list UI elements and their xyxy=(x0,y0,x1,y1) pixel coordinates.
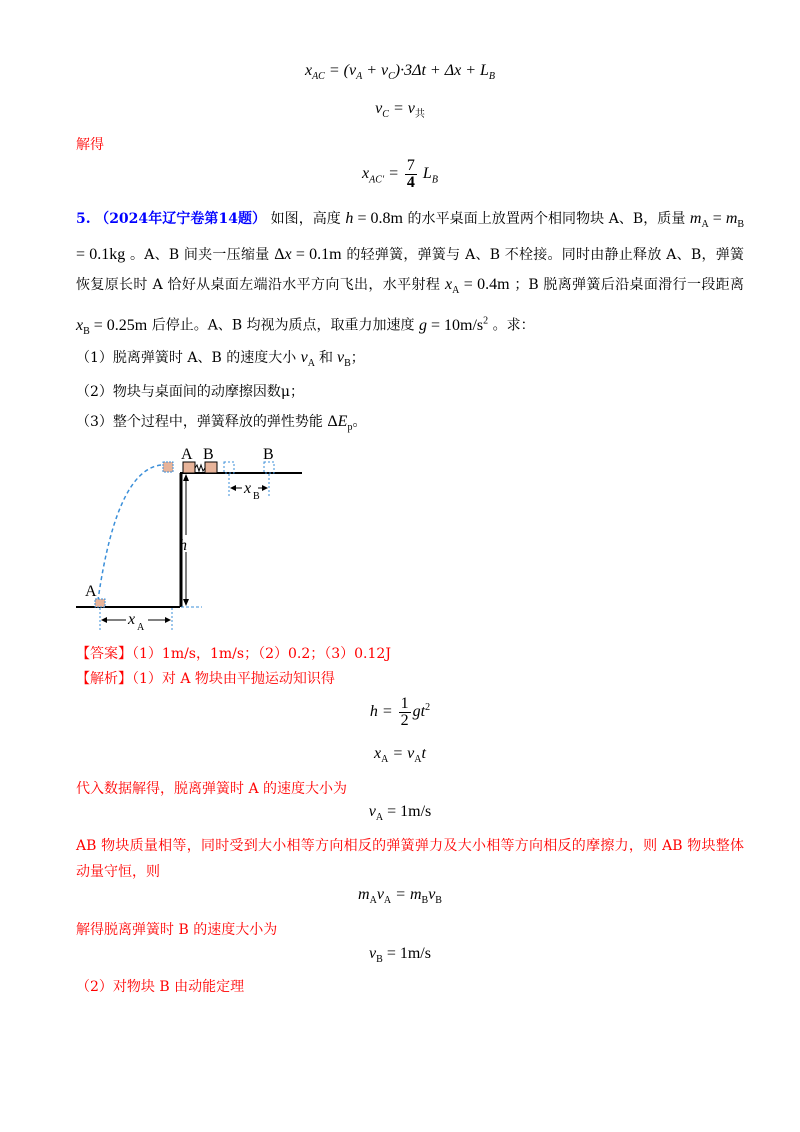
physics-diagram xyxy=(68,440,308,640)
question-1 xyxy=(76,347,365,369)
equation-va: $v_A = 1m/s$ xyxy=(368,803,432,824)
block-b-final xyxy=(264,462,274,473)
equation-vc: $v_C = v_共$ xyxy=(375,100,425,121)
spring xyxy=(195,465,205,471)
mass-value: $m_A = m_B = 0.1kg$ xyxy=(76,210,745,264)
problem-text-5: ；B 脱离弹簧后沿桌面滑行一段距离 xyxy=(514,277,745,294)
question-3-text: （3）整个过程中，弹簧释放的弹性势能 xyxy=(76,414,323,430)
problem-text-6: 后停止。A、B 均视为质点，取重力加速度 xyxy=(151,317,415,334)
label-a-top: A xyxy=(181,446,193,463)
label-xb: x xyxy=(244,480,252,497)
block-a-top xyxy=(183,462,195,473)
analysis-line-1: 代入数据解得，脱离弹簧时 A 的速度大小为 xyxy=(76,781,348,797)
g-value: $g = 10m/s^2$ xyxy=(419,315,489,334)
answer-text: （1）1m/s，1m/s；（2）0.2；（3）0.12J xyxy=(132,646,391,662)
trajectory-curve xyxy=(98,465,168,600)
equation-xac-prime: $x_{AC'}$ = $\frac{7}{4}$ $L_B$ xyxy=(362,157,438,191)
h-arrow-head-down xyxy=(183,599,189,606)
block-b-top xyxy=(205,462,217,473)
label-b-top: B xyxy=(203,446,214,463)
problem-source: （2024年辽宁卷第14题） xyxy=(95,211,267,227)
analysis-intro: （1）对 A 物块由平抛运动知识得 xyxy=(132,671,335,687)
question-1-text: （1）脱离弹簧时 A、B 的速度大小 xyxy=(76,350,297,366)
problem-text-2: 的水平桌面上放置两个相同物块 A、B，质量 xyxy=(407,211,686,227)
analysis-line-3: 解得脱离弹簧时 B 的速度大小为 xyxy=(76,922,278,938)
problem-text-7: 。求： xyxy=(492,317,535,334)
equation-h: h = $\frac{1}{2}$ $gt^2$ xyxy=(369,695,431,729)
problem-text-1: 如图，高度 xyxy=(270,211,341,227)
problem-number: 5. xyxy=(76,211,91,227)
question-3-var: $\Delta E_p$ xyxy=(327,413,353,434)
block-a-launch xyxy=(163,462,173,472)
equation-xac: $x_{AC} = (v_A + v_C)\cdot 3\Delta t + \Delta x + L_B$ xyxy=(304,62,496,83)
question-3 xyxy=(76,411,366,433)
equation-momentum: $m_Av_A = m_Bv_B$ xyxy=(358,886,442,907)
label-xa-sub: A xyxy=(137,622,145,633)
xb-value: $x_B = 0.25m$ xyxy=(76,316,148,337)
block-b-release xyxy=(224,462,234,473)
analysis-line-2: AB 物块质量相等，同时受到大小相等方向相反的弹簧弹力及大小相等方向相反的摩擦力，则 AB 物块整体动量守恒，则 xyxy=(76,838,744,880)
equation-xa: $x_A = v_At$ xyxy=(374,745,426,766)
compression-value: Δx = 0.1m xyxy=(274,246,342,264)
label-xa: x xyxy=(128,611,136,628)
label-xb-sub: B xyxy=(253,491,260,502)
analysis-line-4: （2）对物块 B 由动能定理 xyxy=(76,979,245,995)
problem-text-4: 的轻弹簧，弹簧与 A、B 不栓接。同时由静止释放 A、B，弹簧恢复原长时 A 恰好从桌面左端沿水平方向飞出，水平射程 xyxy=(76,247,745,294)
question-2: （2）物块与桌面间的动摩擦因数μ； xyxy=(76,384,305,400)
label-a-bottom: A xyxy=(85,583,97,600)
problem-text-3: 。A、B 间夹一压缩量 xyxy=(130,247,270,264)
question-1-vars: $v_A$ 和 $v_B$； xyxy=(300,349,365,370)
question-3-end: 。 xyxy=(352,414,367,430)
h-arrow-head-up xyxy=(183,474,189,481)
analysis-tag: 【解析】 xyxy=(76,671,132,687)
xa-value: $x_A = 0.4m$ xyxy=(445,276,510,297)
block-a-ground xyxy=(95,599,105,607)
height-value: h = 0.8m xyxy=(345,210,403,227)
answer-tag: 【答案】 xyxy=(76,646,132,662)
equation-vb: $v_B = 1m/s$ xyxy=(369,945,431,966)
label-b-right: B xyxy=(263,446,274,463)
solve-label: 解得 xyxy=(76,137,104,153)
analysis-line xyxy=(76,668,335,688)
problem-statement xyxy=(76,204,744,347)
answer-line xyxy=(76,643,391,663)
label-h: h xyxy=(179,537,187,554)
